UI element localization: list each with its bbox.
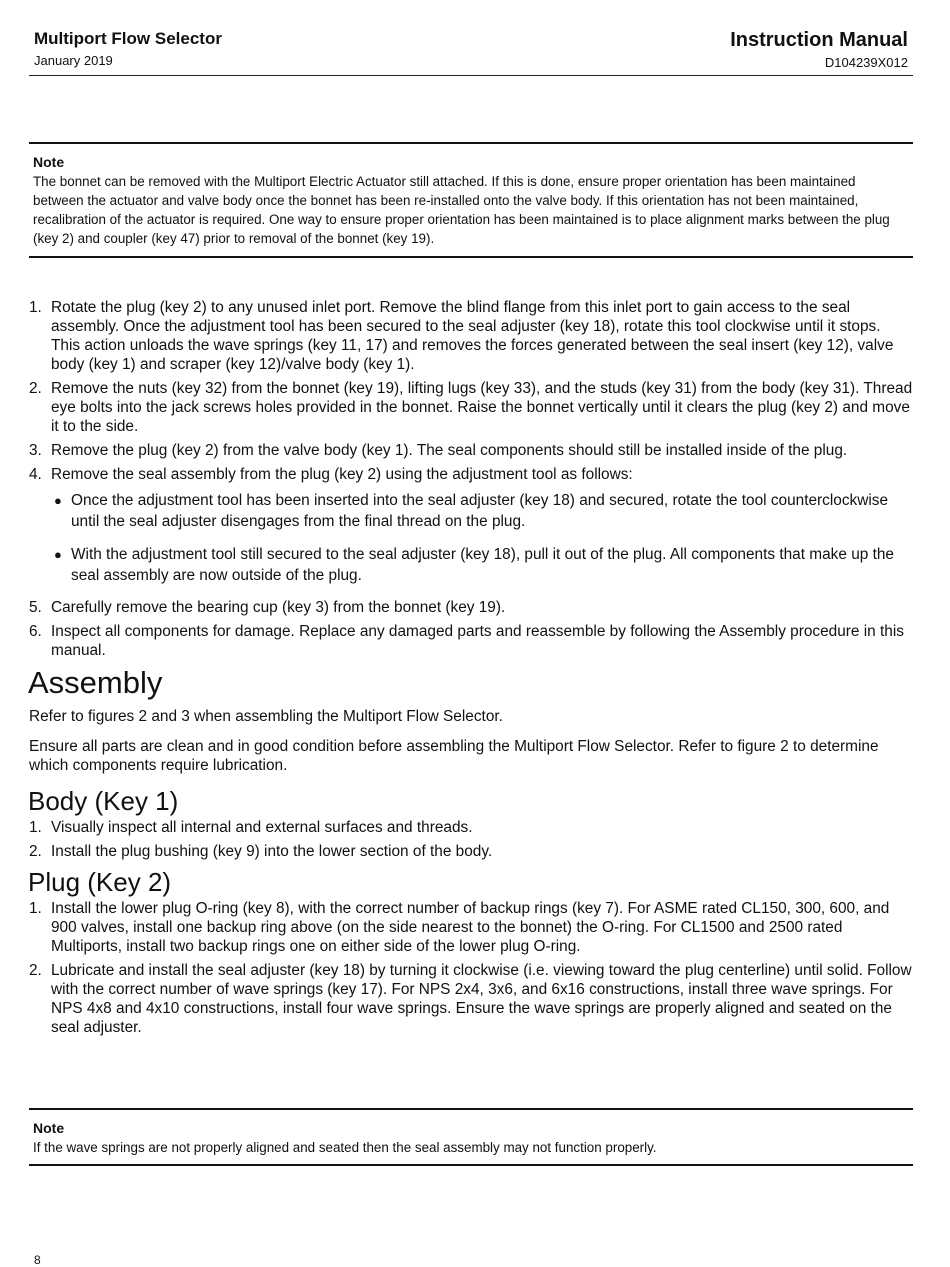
header-left — [34, 28, 222, 70]
plug-heading: Plug (Key 2) — [28, 867, 172, 897]
list-item — [29, 379, 913, 436]
bullet-icon: ● — [54, 547, 62, 562]
step-number: 1. — [29, 900, 42, 917]
document-title: Multiport Flow Selector — [34, 29, 222, 48]
list-item — [29, 961, 913, 1037]
note-title: Note — [33, 154, 65, 170]
step-number: 4. — [29, 466, 42, 483]
step-text: Inspect all components for damage. Replace any damaged parts and reassemble by following the Assembly procedure in this manual. — [51, 623, 904, 659]
document-date: January 2019 — [34, 53, 113, 68]
document-code: D104239X012 — [824, 55, 908, 70]
list-item — [29, 598, 913, 617]
assembly-heading: Assembly — [28, 665, 163, 700]
step-number: 2. — [29, 843, 42, 860]
note-box-wave-springs — [29, 1108, 913, 1166]
bullet-item — [51, 544, 913, 586]
bullet-item — [51, 490, 913, 532]
step-number: 2. — [29, 380, 42, 397]
header-right — [730, 28, 908, 71]
step-number: 5. — [29, 599, 42, 616]
step-text: Carefully remove the bearing cup (key 3) from the bonnet (key 19). — [51, 599, 506, 616]
body-steps — [29, 818, 913, 861]
step-number: 1. — [29, 819, 42, 836]
step-text: Remove the seal assembly from the plug (key 2) using the adjustment tool as follows: — [51, 466, 633, 483]
list-item — [29, 842, 913, 861]
assembly-paragraph: Ensure all parts are clean and in good condition before assembling the Multiport Flow Selector. Refer to figure 2 to determine which components require lubrication. — [29, 738, 879, 774]
list-item — [29, 899, 913, 956]
page-number: 8 — [34, 1253, 41, 1267]
main-content — [29, 298, 913, 1042]
header-divider — [29, 75, 913, 76]
step-number: 1. — [29, 299, 42, 316]
step-text: Install the plug bushing (key 9) into the lower section of the body. — [51, 843, 493, 860]
bullet-text: With the adjustment tool still secured to the seal adjuster (key 18), pull it out of the plug. All components that make up the seal assembly are now outside of the plug. — [71, 546, 894, 584]
assembly-paragraph: Refer to figures 2 and 3 when assembling the Multiport Flow Selector. — [29, 708, 503, 725]
bullet-text: Once the adjustment tool has been inserted into the seal adjuster (key 18) and secured, rotate the tool counterclockwise until the seal adjuster disengages from the final thread on the plug. — [71, 492, 889, 530]
step-text: Rotate the plug (key 2) to any unused inlet port. Remove the blind flange from this inlet port to gain access to the seal assembly. Once the adjustment tool has been secured to the seal adjuster (key 18), rotate this tool clockwise until it stops. This action unloads the wave springs (key 11, 17) and removes the forces generated between the seal insert (key 12), valve body (key 1) and scraper (key 12)/valve body (key 1). — [51, 299, 894, 373]
step-text: Install the lower plug O-ring (key 8), with the correct number of backup rings (key 7). For ASME rated CL150, 300, 600, and 900 valves, install one backup ring above (on the side nearest to the bonnet) the O-ring. For CL1500 and 2500 rated Multiports, install two backup rings one on either side of the lower plug O-ring. — [51, 900, 890, 955]
list-item — [29, 818, 913, 837]
note-body: The bonnet can be removed with the Multiport Electric Actuator still attached. If this is done, ensure proper orientation has been maintained between the actuator and valve body once the bonnet has been re-installed onto the valve body. If this orientation has not been maintained, recalibration of the actuator is required. One way to ensure proper orientation has been maintained is to place alignment marks between the plug (key 2) and coupler (key 47) prior to removal of the bonnet (key 19). — [33, 174, 890, 246]
step-number: 6. — [29, 623, 42, 640]
step-text: Remove the plug (key 2) from the valve body (key 1). The seal components should still be installed inside of the plug. — [51, 442, 848, 459]
disassembly-steps — [29, 298, 913, 660]
list-item — [29, 465, 913, 586]
step-number: 3. — [29, 442, 42, 459]
step-text: Remove the nuts (key 32) from the bonnet (key 19), lifting lugs (key 33), and the studs (key 31) from the body (key 31). Thread eye bolts into the jack screws holes provided in the bonnet. Raise the bonnet vertically until it clears the plug (key 2) and move it to the side. — [51, 380, 913, 435]
plug-steps — [29, 899, 913, 1037]
step-text: Lubricate and install the seal adjuster (key 18) by turning it clockwise (i.e. viewing toward the plug centerline) until solid. Follow with the correct number of wave springs (key 17). For NPS 2x4, 3x6, and 6x16 constructions, install three wave springs. For NPS 4x8 and 4x10 constructions, install four wave springs. Ensure the wave springs are properly aligned and seated on the seal adjuster. — [51, 962, 912, 1036]
note-title: Note — [33, 1120, 65, 1136]
step-text: Visually inspect all internal and external surfaces and threads. — [51, 819, 473, 836]
list-item — [29, 622, 913, 660]
list-item — [29, 441, 913, 460]
note-body: If the wave springs are not properly aligned and seated then the seal assembly may not function properly. — [33, 1140, 657, 1155]
step-number: 2. — [29, 962, 42, 979]
seal-removal-bullets — [51, 490, 913, 586]
manual-label: Instruction Manual — [730, 29, 908, 51]
bullet-icon: ● — [54, 493, 62, 508]
note-box-bonnet — [29, 142, 913, 258]
body-heading: Body (Key 1) — [28, 786, 179, 816]
list-item — [29, 298, 913, 374]
